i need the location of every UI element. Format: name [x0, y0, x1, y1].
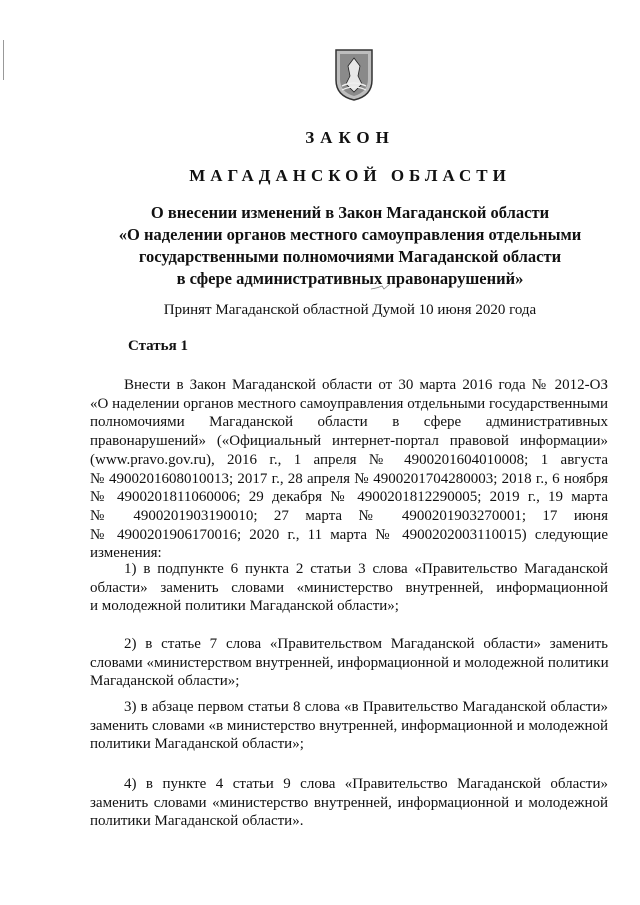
text-line: заменить словами «в министерство внутренней, информационной и молодежной — [90, 717, 608, 734]
text-line: области» заменить словами «министерство внутренней, информационной — [90, 579, 608, 596]
text-line: 2) в статье 7 слова «Правительством Магаданской области» заменить — [124, 636, 608, 652]
text-line: 1) в подпункте 6 пункта 2 статьи 3 слова «Правительство Магаданской — [124, 561, 608, 577]
text-line: № 4900201906170016; 2020 г., 11 марта № 4900202003110015) следующие — [90, 526, 608, 543]
text-line: заменить словами «министерство внутренней, информационной и молодежной — [90, 794, 608, 811]
text-line: полномочиями Магаданской области в сфере административных — [90, 414, 608, 431]
text-line: правонарушений» («Официальный интернет-портал правовой информации» — [90, 433, 608, 450]
change-item-3 — [90, 698, 608, 754]
scan-edge-mark — [3, 40, 4, 80]
article-heading: Статья 1 — [128, 338, 188, 354]
change-item-1 — [90, 560, 608, 616]
subject-line: в сфере административных правонарушений» — [176, 269, 524, 288]
subject-line: «О наделении органов местного самоуправления отдельными — [118, 225, 582, 244]
law-subject — [80, 202, 620, 290]
text-line: № 4900201903190010; 27 марта № 4900201903270001; 17 июня — [90, 507, 608, 524]
text-line: № 4900201608010013; 2017 г., 28 апреля № 4900201704280003; 2018 г., 6 ноября — [90, 470, 608, 487]
change-item-2 — [90, 635, 608, 691]
pen-mark — [370, 283, 392, 291]
text-line: Внести в Закон Магаданской области от 30 марта 2016 года № 2012-ОЗ — [124, 377, 608, 393]
text-line: и молодежной политики Магаданской области»; — [90, 598, 399, 615]
text-line: Магаданской области»; — [90, 673, 240, 690]
text-line: 3) в абзаце первом статьи 8 слова «в Правительство Магаданской области» — [124, 699, 608, 715]
region-heading: МАГАДАНСКОЙ ОБЛАСТИ — [189, 166, 511, 185]
text-line: № 4900201811060006; 29 декабря № 4900201812290005; 2019 г., 19 марта — [90, 489, 608, 506]
change-item-4 — [90, 775, 608, 831]
text-line: 4) в пункте 4 статьи 9 слова «Правительство Магаданской области» — [124, 776, 608, 792]
adoption-note: Принят Магаданской областной Думой 10 июня 2020 года — [163, 302, 537, 318]
text-line: (www.pravo.gov.ru), 2016 г., 1 апреля № 4900201604010008; 1 августа — [90, 451, 608, 468]
subject-line: О внесении изменений в Закон Магаданской области — [150, 203, 550, 222]
main-paragraph — [90, 376, 608, 563]
law-heading: ЗАКОН — [305, 128, 395, 147]
text-line: политики Магаданской области»; — [90, 736, 304, 753]
text-line: изменения: — [90, 545, 162, 562]
coat-of-arms-emblem — [332, 46, 376, 102]
text-line: словами «министерством внутренней, информационной и молодежной политики — [90, 654, 609, 671]
subject-line: государственными полномочиями Магаданской области — [138, 247, 562, 266]
text-line: «О наделении органов местного самоуправления отдельными государственными — [90, 395, 608, 412]
text-line: политики Магаданской области». — [90, 813, 304, 830]
